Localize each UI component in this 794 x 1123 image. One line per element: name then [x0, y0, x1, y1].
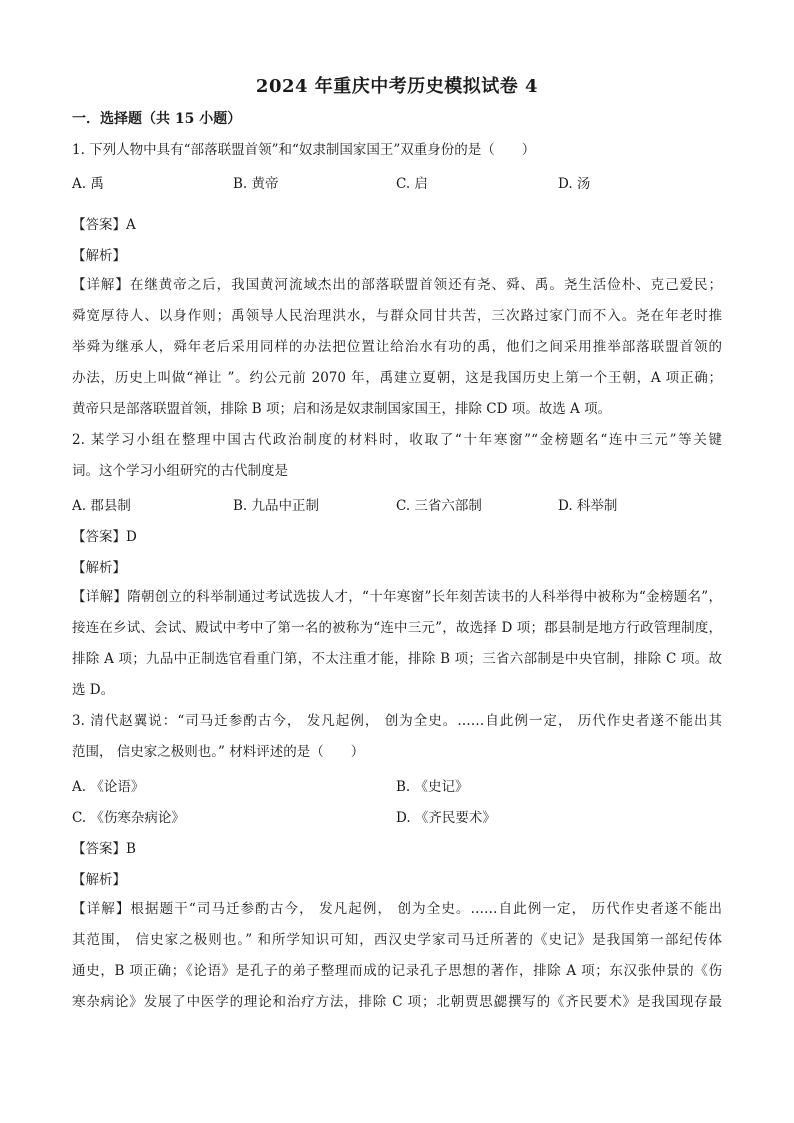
q1-analysis-label: 【解析】 [72, 248, 126, 264]
section-heading: 一．选择题（共 15 小题） [72, 111, 242, 127]
q3-detail-line: 寒杂病论》发展了中医学的理论和治疗方法，排除 C 项；北朝贾思勰撰写的《齐民要术》是我国现存最 [72, 994, 722, 1010]
q2-option-d: D. 科举制 [558, 498, 618, 514]
q3-option-a: A. 《论语》 [72, 779, 145, 795]
q2-stem-line: 2. 某学习小组在整理中国古代政治制度的材料时，收取了“十年寒窗”“金榜题名“连中三元”等关键 [72, 432, 722, 448]
q2-detail-line: 排除 A 项；九品中正制选官看重门第，不太注重才能，排除 B 项；三省六部制是中央官制，排除 C 项。故 [72, 651, 722, 667]
q1-detail-line: 办法，历史上叫做“禅让 ”。约公元前 2070 年，禹建立夏朝，这是我国历史上第一个王朝，A 项正确； [72, 370, 722, 386]
q3-detail-line: 通史，B 项正确；《论语》是孔子的弟子整理而成的记录孔子思想的著作，排除 A 项；东汉张仲景的《伤 [72, 963, 722, 979]
q1-option-d: D. 汤 [558, 176, 591, 192]
q2-detail-line: 【详解】隋朝创立的科举制通过考试选拔人才，“十年寒窗”长年刻苦读书的人科举得中被称为“金榜题名”， [72, 589, 722, 605]
q2-option-a: A. 郡县制 [72, 498, 131, 514]
q1-detail-line: 【详解】在继黄帝之后，我国黄河流域杰出的部落联盟首领还有尧、舜、禹。尧生活俭朴、克己爱民； [72, 277, 722, 293]
q3-option-b: B. 《史记》 [396, 779, 469, 795]
q1-detail-line: 黄帝只是部落联盟首领，排除 B 项；启和汤是奴隶制国家国王，排除 CD 项。故选 A 项。 [72, 401, 612, 417]
q1-option-c: C. 启 [396, 176, 428, 192]
q3-stem-line: 范围， 信史家之极则也。” 材料评述的是（ ） [72, 744, 365, 760]
q2-analysis-label: 【解析】 [72, 560, 126, 576]
q1-answer: 【答案】A [72, 217, 136, 233]
q3-detail-line: 【详解】根据题干“司马迁参酌古今， 发凡起例， 创为全史。……自此例一定， 历代作史者遂不能出 [72, 901, 722, 917]
q3-answer: 【答案】B [72, 841, 136, 857]
q2-detail-line: 接连在乡试、会试、殿试中考中了第一名的被称为“连中三元”，故选择 D 项；郡县制是地方行政管理制度， [72, 620, 722, 636]
q3-option-c: C. 《伤寒杂病论》 [72, 810, 185, 826]
q2-detail-line: 选 D。 [72, 682, 115, 698]
q1-option-b: B. 黄帝 [233, 176, 279, 192]
q2-option-c: C. 三省六部制 [396, 498, 482, 514]
q1-stem: 1. 下列人物中具有“部落联盟首领”和“奴隶制国家国王”双重身份的是（ ） [72, 142, 536, 158]
q2-stem-line: 词。这个学习小组研究的古代制度是 [72, 463, 288, 479]
page-title: 2024 年重庆中考历史模拟试卷 4 [255, 76, 539, 97]
q3-option-d: D. 《齐民要术》 [396, 810, 496, 826]
q3-detail-line: 其范围， 信史家之极则也。” 和所学知识可知，西汉史学家司马迁所著的《史记》是我国第一部纪传体 [72, 932, 722, 948]
q1-detail-line: 举舜为继承人，舜年老后采用同样的办法把位置让给治水有功的禹，他们之间采用推举部落联盟首领的 [72, 339, 722, 355]
q2-answer: 【答案】D [72, 529, 137, 545]
q1-option-a: A. 禹 [72, 176, 104, 192]
q3-analysis-label: 【解析】 [72, 872, 126, 888]
q2-option-b: B. 九品中正制 [233, 498, 320, 514]
q3-stem-line: 3. 清代赵翼说：“司马迁参酌古今， 发凡起例， 创为全史。……自此例一定， 历代作史者遂不能出其 [72, 713, 722, 729]
q1-detail-line: 舜宽厚待人、以身作则；禹领导人民治理洪水，与群众同甘共苦，三次路过家门而不入。尧在年老时推 [72, 308, 722, 324]
